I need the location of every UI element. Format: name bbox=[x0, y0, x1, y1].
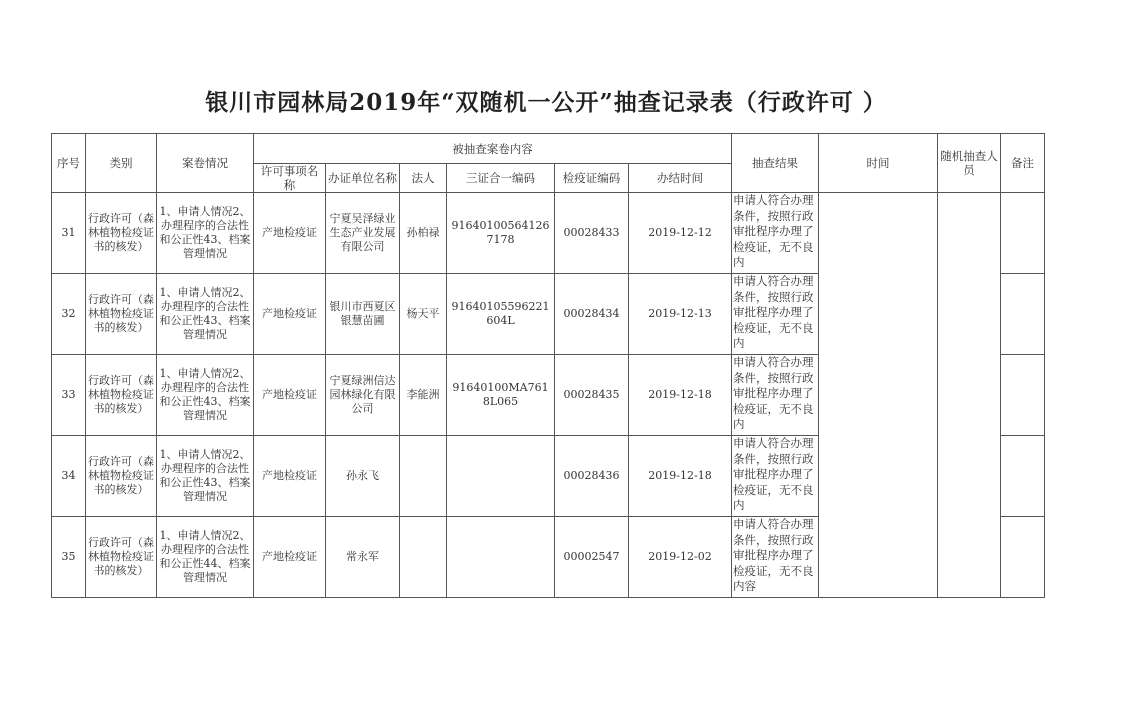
cell-case-status: 1、申请人情况2、办理程序的合法性和公正性43、档案管理情况 bbox=[157, 274, 254, 355]
header-seq: 序号 bbox=[52, 134, 86, 193]
cell-seq: 32 bbox=[52, 274, 86, 355]
header-org: 办证单位名称 bbox=[326, 164, 400, 193]
cell-seq: 31 bbox=[52, 193, 86, 274]
cell-cert-no: 00002547 bbox=[555, 517, 629, 598]
cell-seq: 34 bbox=[52, 436, 86, 517]
cell-org: 常永军 bbox=[326, 517, 400, 598]
cell-code bbox=[447, 517, 555, 598]
cell-done-time: 2019-12-18 bbox=[629, 355, 732, 436]
cell-permit-item: 产地检疫证 bbox=[254, 274, 326, 355]
cell-org: 孙永飞 bbox=[326, 436, 400, 517]
cell-category: 行政许可（森林植物检疫证书的核发） bbox=[86, 355, 157, 436]
cell-result bbox=[732, 517, 819, 598]
cell-result bbox=[732, 193, 819, 274]
cell-permit-item: 产地检疫证 bbox=[254, 517, 326, 598]
header-remark: 备注 bbox=[1001, 134, 1045, 193]
cell-permit-item: 产地检疫证 bbox=[254, 355, 326, 436]
cell-legal bbox=[400, 517, 447, 598]
header-group: 被抽查案卷内容 bbox=[254, 134, 732, 164]
cell-org: 银川市西夏区银慧苗圃 bbox=[326, 274, 400, 355]
cell-legal bbox=[400, 436, 447, 517]
header-done-time: 办结时间 bbox=[629, 164, 732, 193]
cell-result bbox=[732, 436, 819, 517]
cell-done-time: 2019-12-13 bbox=[629, 274, 732, 355]
cell-code bbox=[447, 436, 555, 517]
cell-time bbox=[819, 193, 938, 598]
cell-remark bbox=[1001, 274, 1045, 355]
cell-category: 行政许可（森林植物检疫证书的核发） bbox=[86, 436, 157, 517]
cell-code: 91640105596221604L bbox=[447, 274, 555, 355]
cell-permit-item: 产地检疫证 bbox=[254, 193, 326, 274]
header-result: 抽查结果 bbox=[732, 134, 819, 193]
inspection-record-table bbox=[51, 133, 1045, 598]
cell-category: 行政许可（森林植物检疫证书的核发） bbox=[86, 193, 157, 274]
header-inspector: 随机抽查人员 bbox=[938, 134, 1001, 193]
result-text: 申请人符合办理条件，按照行政审批程序办理了检疫证，无不良内 bbox=[733, 274, 814, 351]
cell-legal: 李能洲 bbox=[400, 355, 447, 436]
cell-legal: 杨天平 bbox=[400, 274, 447, 355]
cell-remark bbox=[1001, 436, 1045, 517]
cell-inspector bbox=[938, 193, 1001, 598]
cell-code: 916401005641267178 bbox=[447, 193, 555, 274]
cell-remark bbox=[1001, 355, 1045, 436]
header-cert-no: 检疫证编码 bbox=[555, 164, 629, 193]
header-permit-item: 许可事项名称 bbox=[254, 164, 326, 193]
cell-done-time: 2019-12-12 bbox=[629, 193, 732, 274]
header-code: 三证合一编码 bbox=[447, 164, 555, 193]
cell-result bbox=[732, 355, 819, 436]
cell-cert-no: 00028435 bbox=[555, 355, 629, 436]
document-title: 银川市园林局2019年“双随机一公开”抽查记录表（行政许可 ） bbox=[205, 89, 887, 116]
cell-cert-no: 00028433 bbox=[555, 193, 629, 274]
cell-code: 91640100MA7618L065 bbox=[447, 355, 555, 436]
cell-cert-no: 00028434 bbox=[555, 274, 629, 355]
header-case-status: 案卷情况 bbox=[157, 134, 254, 193]
cell-remark bbox=[1001, 517, 1045, 598]
result-text: 申请人符合办理条件，按照行政审批程序办理了检疫证，无不良内 bbox=[733, 193, 814, 270]
cell-done-time: 2019-12-18 bbox=[629, 436, 732, 517]
cell-legal: 孙柏禄 bbox=[400, 193, 447, 274]
result-text: 申请人符合办理条件，按照行政审批程序办理了检疫证，无不良内 bbox=[733, 355, 814, 432]
header-legal: 法人 bbox=[400, 164, 447, 193]
table-row bbox=[52, 193, 1045, 274]
result-text: 申请人符合办理条件，按照行政审批程序办理了检疫证，无不良内容 bbox=[733, 517, 814, 594]
cell-result bbox=[732, 274, 819, 355]
cell-org: 宁夏绿洲信达园林绿化有限公司 bbox=[326, 355, 400, 436]
cell-category: 行政许可（森林植物检疫证书的核发） bbox=[86, 274, 157, 355]
header-category: 类别 bbox=[86, 134, 157, 193]
header-row-1 bbox=[52, 134, 1045, 164]
cell-case-status: 1、申请人情况2、办理程序的合法性和公正性44、档案管理情况 bbox=[157, 517, 254, 598]
cell-case-status: 1、申请人情况2、办理程序的合法性和公正性43、档案管理情况 bbox=[157, 355, 254, 436]
header-time: 时间 bbox=[819, 134, 938, 193]
cell-case-status: 1、申请人情况2、办理程序的合法性和公正性43、档案管理情况 bbox=[157, 193, 254, 274]
result-text: 申请人符合办理条件，按照行政审批程序办理了检疫证，无不良内 bbox=[733, 436, 814, 513]
cell-seq: 33 bbox=[52, 355, 86, 436]
cell-remark bbox=[1001, 193, 1045, 274]
cell-case-status: 1、申请人情况2、办理程序的合法性和公正性43、档案管理情况 bbox=[157, 436, 254, 517]
cell-org: 宁夏吴泽绿业生态产业发展有限公司 bbox=[326, 193, 400, 274]
cell-cert-no: 00028436 bbox=[555, 436, 629, 517]
cell-category: 行政许可（森林植物检疫证书的核发） bbox=[86, 517, 157, 598]
cell-seq: 35 bbox=[52, 517, 86, 598]
cell-permit-item: 产地检疫证 bbox=[254, 436, 326, 517]
cell-done-time: 2019-12-02 bbox=[629, 517, 732, 598]
